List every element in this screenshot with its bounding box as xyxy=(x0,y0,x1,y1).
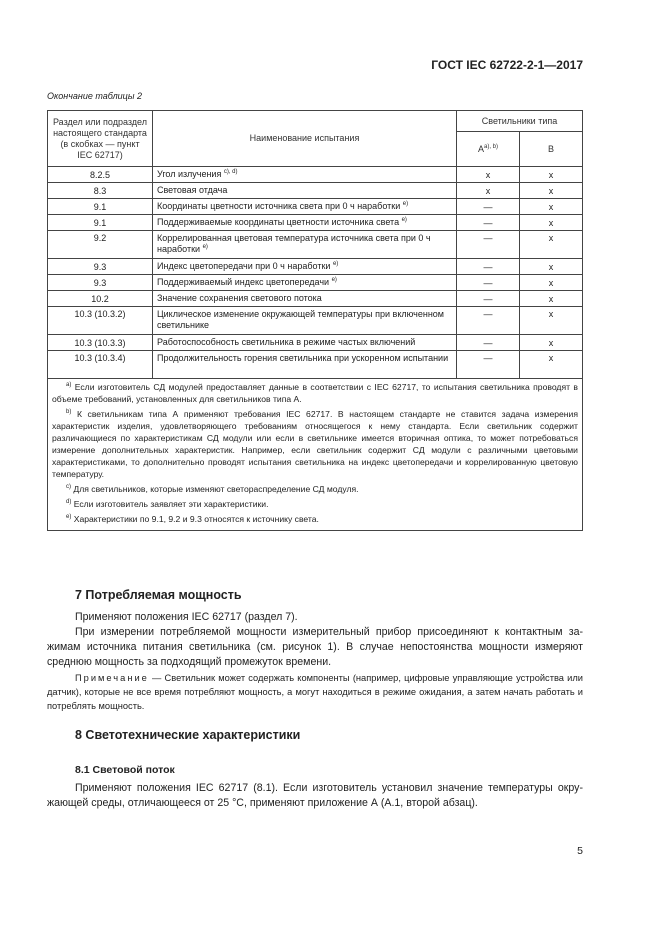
type-a-cell: — xyxy=(457,335,520,351)
section-8-1-body xyxy=(47,781,583,811)
type-b-cell: x xyxy=(520,215,583,231)
test-name-cell: Коррелированная цветовая температура источника света при 0 ч наработки $^{е)}$ xyxy=(153,231,457,259)
table-row xyxy=(48,259,583,275)
table-row xyxy=(48,275,583,291)
section-7-p1: Применяют положения IEC 62717 (раздел 7). xyxy=(75,611,298,623)
type-b-cell: x xyxy=(520,351,583,379)
table-row xyxy=(48,351,583,379)
type-b-cell: x xyxy=(520,259,583,275)
type-a-cell: — xyxy=(457,199,520,215)
table-row xyxy=(48,199,583,215)
test-name-cell: Координаты цветности источника света при 0 ч наработки $^{е)}$ xyxy=(153,199,457,215)
footnote-ref: е) xyxy=(331,277,337,283)
section-cell: 8.2.5 xyxy=(48,167,153,183)
type-a-cell: x xyxy=(457,183,520,199)
section-7-note xyxy=(47,671,583,713)
table-caption: Окончание таблицы 2 xyxy=(47,91,142,101)
type-a-cell: — xyxy=(457,275,520,291)
table-footnotes xyxy=(48,379,583,531)
section-cell: 9.3 xyxy=(48,275,153,291)
footnote-ref: е) xyxy=(402,201,409,207)
section-7-title: 7 Потребляемая мощность xyxy=(75,588,242,602)
document-header: ГОСТ IEC 62722-2-1—2017 xyxy=(431,58,583,72)
section-cell: 10.3 (10.3.2) xyxy=(48,307,153,335)
section-7-body xyxy=(47,610,583,670)
table-row xyxy=(48,307,583,335)
table-row xyxy=(48,167,583,183)
type-a-cell: x xyxy=(457,167,520,183)
table-row xyxy=(48,231,583,259)
footnote-mark: а) xyxy=(66,382,72,388)
type-a-cell: — xyxy=(457,291,520,307)
type-b-cell: x xyxy=(520,291,583,307)
section-cell: 10.3 (10.3.3) xyxy=(48,335,153,351)
section-cell: 10.3 (10.3.4) xyxy=(48,351,153,379)
test-name-cell: Световая отдача xyxy=(153,183,457,199)
table-row xyxy=(48,215,583,231)
table-row xyxy=(48,291,583,307)
section-cell: 8.3 xyxy=(48,183,153,199)
footnote-mark: b) xyxy=(66,409,72,415)
footnote-ref: с), d) xyxy=(223,169,238,175)
col-group-header: Светильники типа xyxy=(457,111,583,132)
footnote: $^{d)}$ Если изготовитель заявляет эти характеристики. xyxy=(66,499,269,509)
test-name-cell: Работоспособность светильника в режиме частых включений xyxy=(153,335,457,351)
type-b-cell: x xyxy=(520,167,583,183)
col-b-header: В xyxy=(520,132,583,167)
footnote: $^{а)}$ Если изготовитель СД модулей предоставляет данные в соответствии с IEC 62717, то испытания светильника проводят в объеме требований, установленных для светильников типа А. xyxy=(52,382,578,404)
footnote-mark: е) xyxy=(66,514,72,520)
test-name-cell: Продолжительность горения светильника при ускоренном испытании xyxy=(153,351,457,379)
footnote-mark: с) xyxy=(66,484,71,490)
section-8-1-p1: Применяют положения IEC 62717 (8.1). Если изготовитель установил значение температуры окружающей среды, отличающееся от 25 °С, применяют приложение А (А.1, второй абзац). xyxy=(47,782,583,809)
type-a-cell: — xyxy=(457,259,520,275)
section-cell: 10.2 xyxy=(48,291,153,307)
footnote-ref: е) xyxy=(401,217,407,223)
footnote-ref: е) xyxy=(202,244,208,250)
section-8-title: 8 Светотехнические характеристики xyxy=(75,728,301,742)
note-text: — Светильник может содержать компоненты (например, цифровые управляющие устройства или датчик), которые не все время потребляют мощность, а могут находиться в режиме ожидания, а затем начать работать и потреблять мощность. xyxy=(47,673,583,711)
type-a-cell: — xyxy=(457,215,520,231)
section-cell: 9.1 xyxy=(48,199,153,215)
test-name-cell: Поддерживаемый индекс цветопередачи $^{е)}$ xyxy=(153,275,457,291)
section-7-p2: При измерении потребляемой мощности измерительный прибор присоединяют к контактным зажимам источника питания светильника (см. рисунок 1). В случае непостоянства мощности измеряют среднюю мощность за подходящий промежуток времени. xyxy=(47,626,583,668)
section-8-1-title: 8.1 Световой поток xyxy=(75,764,175,776)
type-a-cell: — xyxy=(457,307,520,335)
footnote: $^{с)}$ Для светильников, которые изменяют светораспределение СД модуля. xyxy=(66,484,359,494)
footnote: $^{b)}$ К светильникам типа А применяют требования IEC 62717. В настоящем стандарте не ставится задача измерения характеристик изделия, удовлетворяющего требованиям относящегося к нему стандарта. Если светильник содержит различающиеся по характеристикам СД модули или если в светильнике имеется вторичная оптика, то может потребоваться измерение дополнительных характеристик. Например, если светильник содержит СД модули с различными цветовыми характеристиками, то дополнительно проводят испытания светильника на индекс цветопередачи и коррелированную цветовую температуру. xyxy=(52,409,578,479)
type-b-cell: x xyxy=(520,231,583,259)
type-b-cell: x xyxy=(520,199,583,215)
type-b-cell: x xyxy=(520,183,583,199)
footnote-ref: е) xyxy=(332,261,339,267)
col-a-header: $А^{а), b)}$ xyxy=(457,132,520,167)
type-b-cell: x xyxy=(520,335,583,351)
col-name-header: Наименование испытания xyxy=(153,111,457,167)
section-cell: 9.3 xyxy=(48,259,153,275)
section-cell: 9.1 xyxy=(48,215,153,231)
test-name-cell: Циклическое изменение окружающей температуры при включенном светильнике xyxy=(153,307,457,335)
col-section-header: Раздел или подраздел настоящего стандарта (в скобках — пункт IEC 62717) xyxy=(48,111,153,167)
footnote: $^{е)}$ Характеристики по 9.1, 9.2 и 9.3 относятся к источнику света. xyxy=(66,514,319,524)
test-name-cell: Поддерживаемые координаты цветности источника света $^{е)}$ xyxy=(153,215,457,231)
type-a-cell: — xyxy=(457,351,520,379)
section-cell: 9.2 xyxy=(48,231,153,259)
page-number: 5 xyxy=(577,845,583,857)
note-label: Примечание xyxy=(75,673,149,683)
test-name-cell: Значение сохранения светового потока xyxy=(153,291,457,307)
table-row xyxy=(48,183,583,199)
test-table xyxy=(47,110,583,531)
test-name-cell: Угол излучения $^{с), d)}$ xyxy=(153,167,457,183)
test-name-cell: Индекс цветопередачи при 0 ч наработки $^{е)}$ xyxy=(153,259,457,275)
type-b-cell: x xyxy=(520,307,583,335)
footnote-mark: d) xyxy=(66,499,72,505)
table-row xyxy=(48,335,583,351)
type-b-cell: x xyxy=(520,275,583,291)
type-a-cell: — xyxy=(457,231,520,259)
